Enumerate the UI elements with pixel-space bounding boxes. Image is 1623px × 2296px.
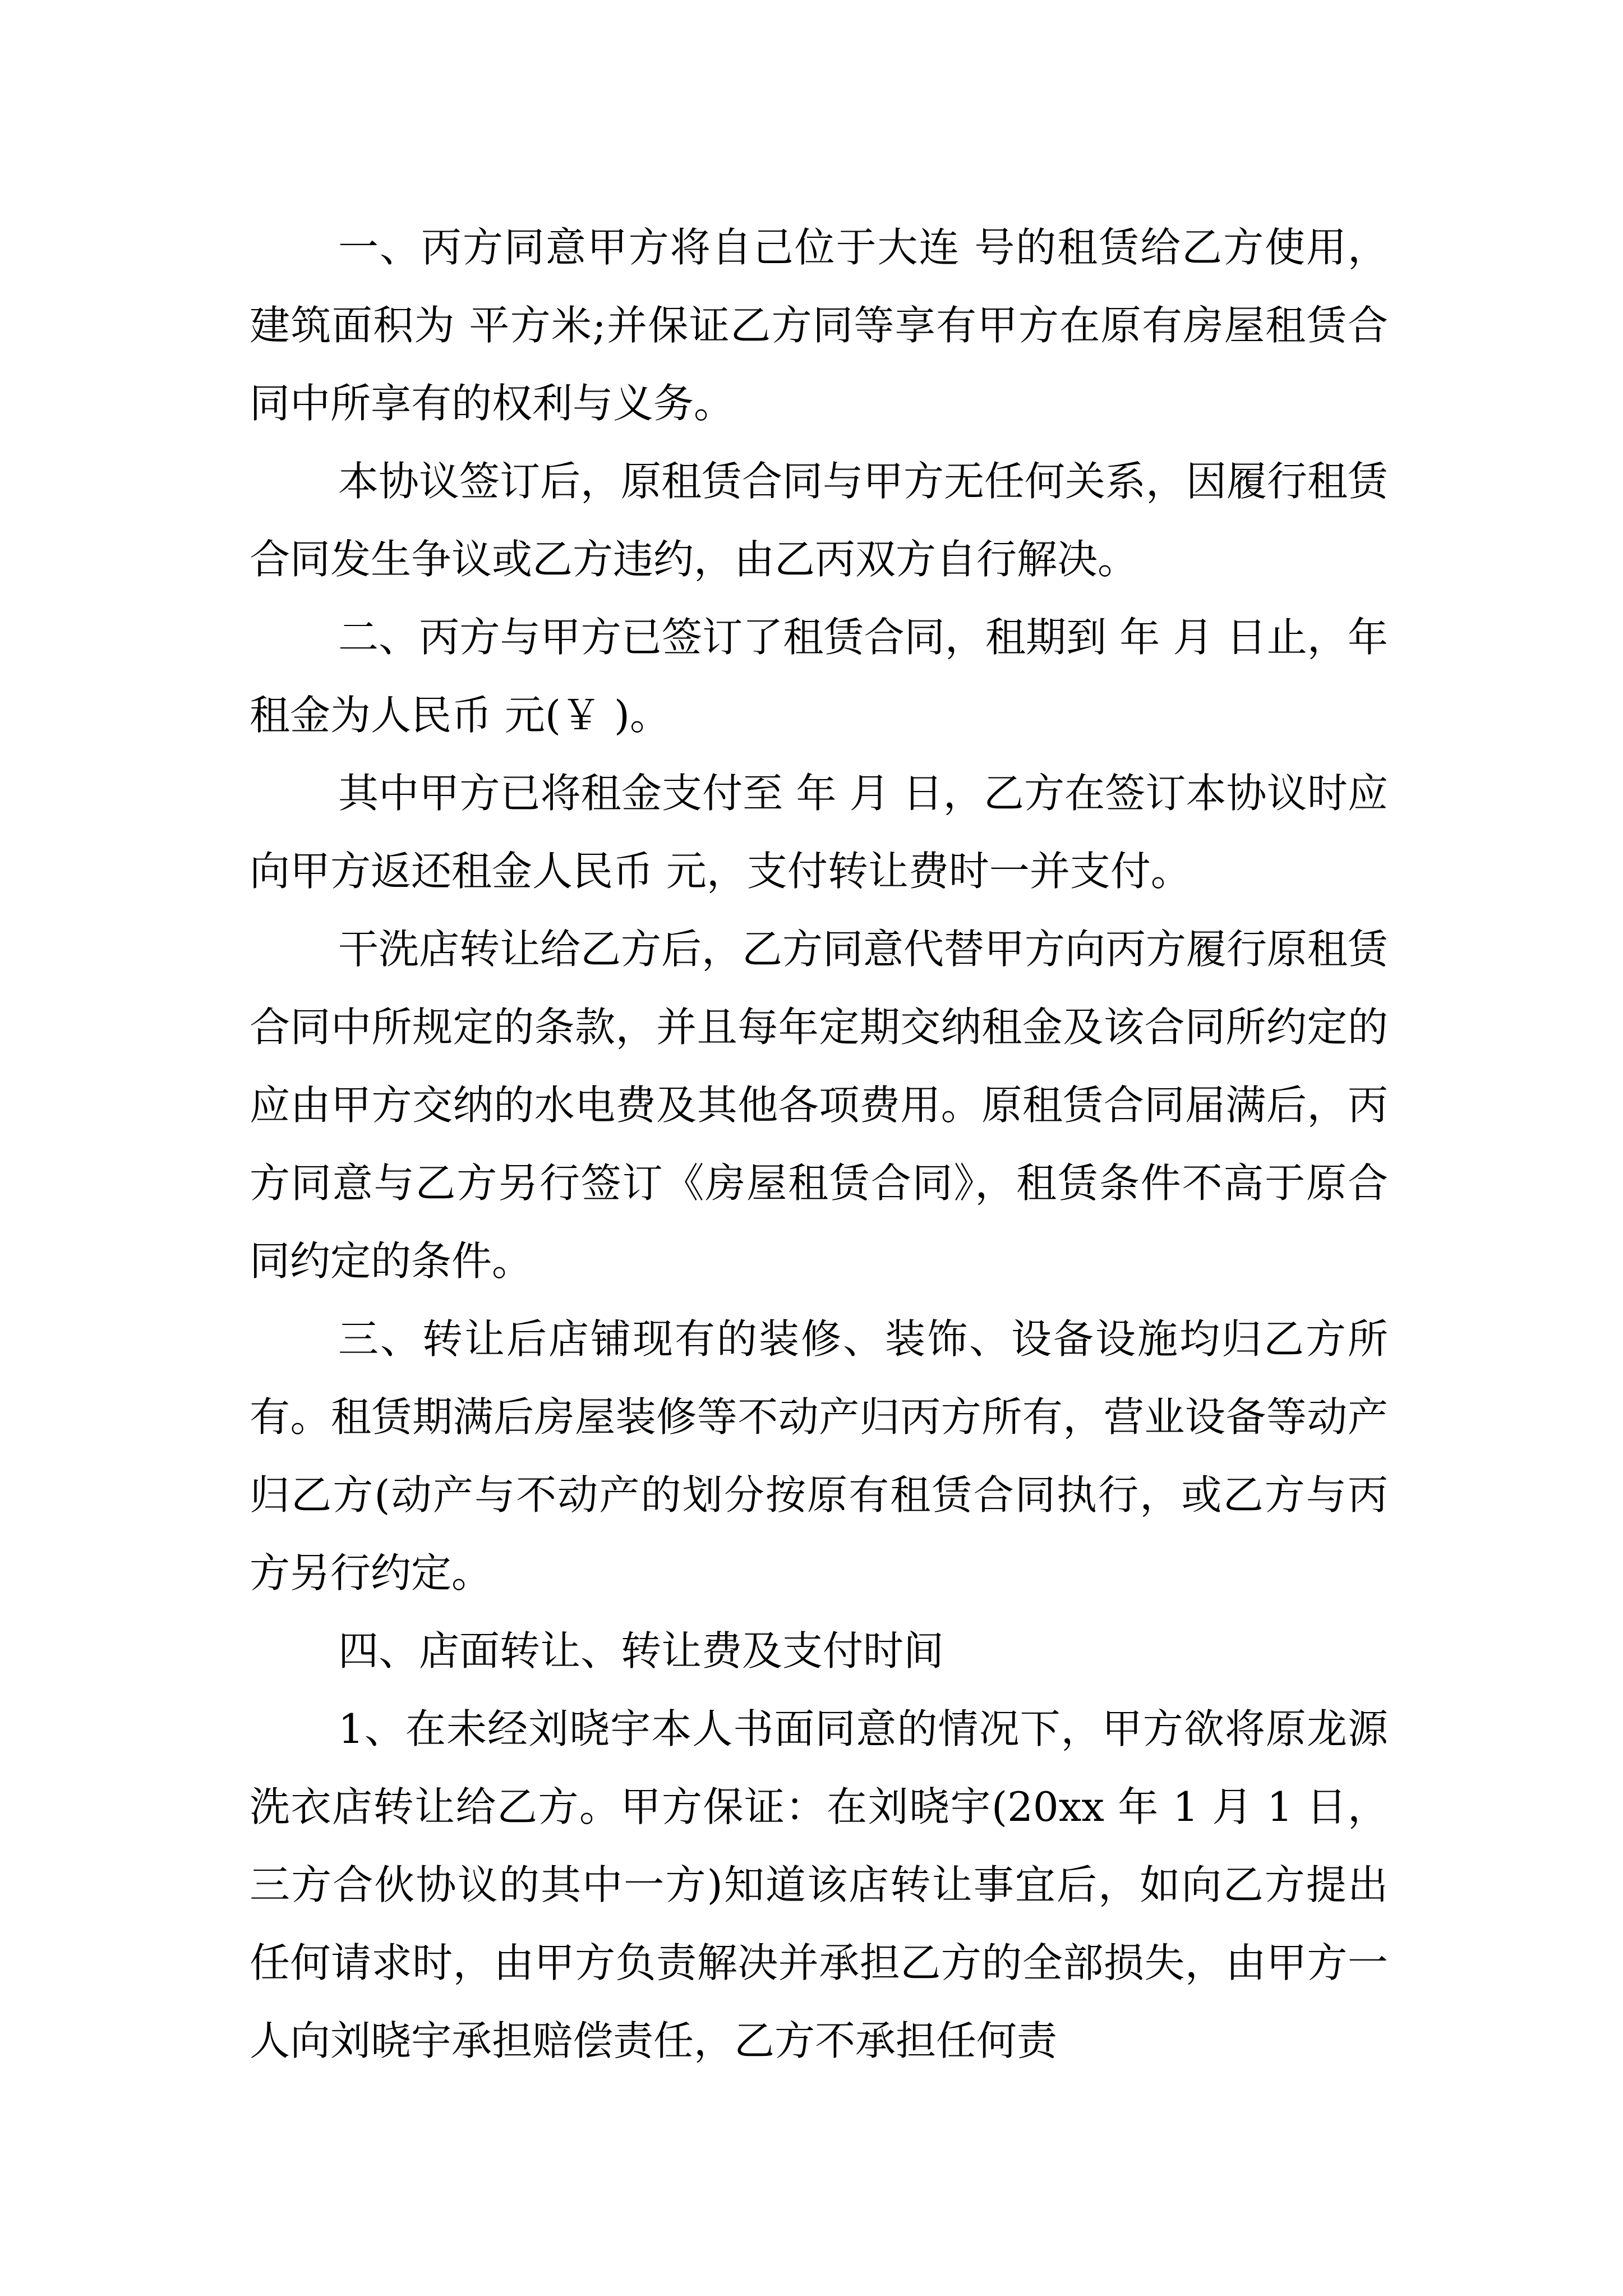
paragraph-6: 三、转让后店铺现有的装修、装饰、设备设施均归乙方所有。租赁期满后房屋装修等不动产归丙方所有，营业设备等动产归乙方(动产与不动产的划分按原有租赁合同执行，或乙方与丙方另行约定。 xyxy=(250,1315,1388,1596)
paragraph-2: 本协议签订后，原租赁合同与甲方无任何关系，因履行租赁合同发生争议或乙方违约，由乙丙双方自行解决。 xyxy=(250,458,1389,583)
paragraph-4: 其中甲方已将租金支付至 年 月 日，乙方在签订本协议时应向甲方返还租金人民币 元，支付转让费时一并支付。 xyxy=(250,770,1388,895)
paragraph-5: 干洗店转让给乙方后，乙方同意代替甲方向丙方履行原租赁合同中所规定的条款，并且每年定期交纳租金及该合同所约定的应由甲方交纳的水电费及其他各项费用。原租赁合同届满后，丙方同意与乙方另行签订《房屋租赁合同》，租赁条件不高于原合同约定的条件。 xyxy=(250,926,1389,1285)
paragraph-7: 1、在未经刘晓宇本人书面同意的情况下，甲方欲将原龙源洗衣店转让给乙方。甲方保证：在刘晓宇(20xx 年 1 月 1 日，三方合伙协议的其中一方)知道该店转让事宜后，如向乙方提出任何请求时，由甲方负责解决并承担乙方的全部损失，由甲方一人向刘晓宇承担赔偿责任，乙方不承担任何责 xyxy=(250,1705,1388,2064)
paragraph-3: 二、丙方与甲方已签订了租赁合同，租期到 年 月 日止，年租金为人民币 元(￥ )。 xyxy=(250,614,1388,739)
section-heading-4: 四、店面转让、转让费及支付时间 xyxy=(338,1627,944,1674)
document-body xyxy=(250,209,1388,2080)
paragraph-1: 一、丙方同意甲方将自己位于大连 号的租赁给乙方使用，建筑面积为 平方米;并保证乙方同等享有甲方在原有房屋租赁合同中所享有的权利与义务。 xyxy=(250,224,1388,427)
